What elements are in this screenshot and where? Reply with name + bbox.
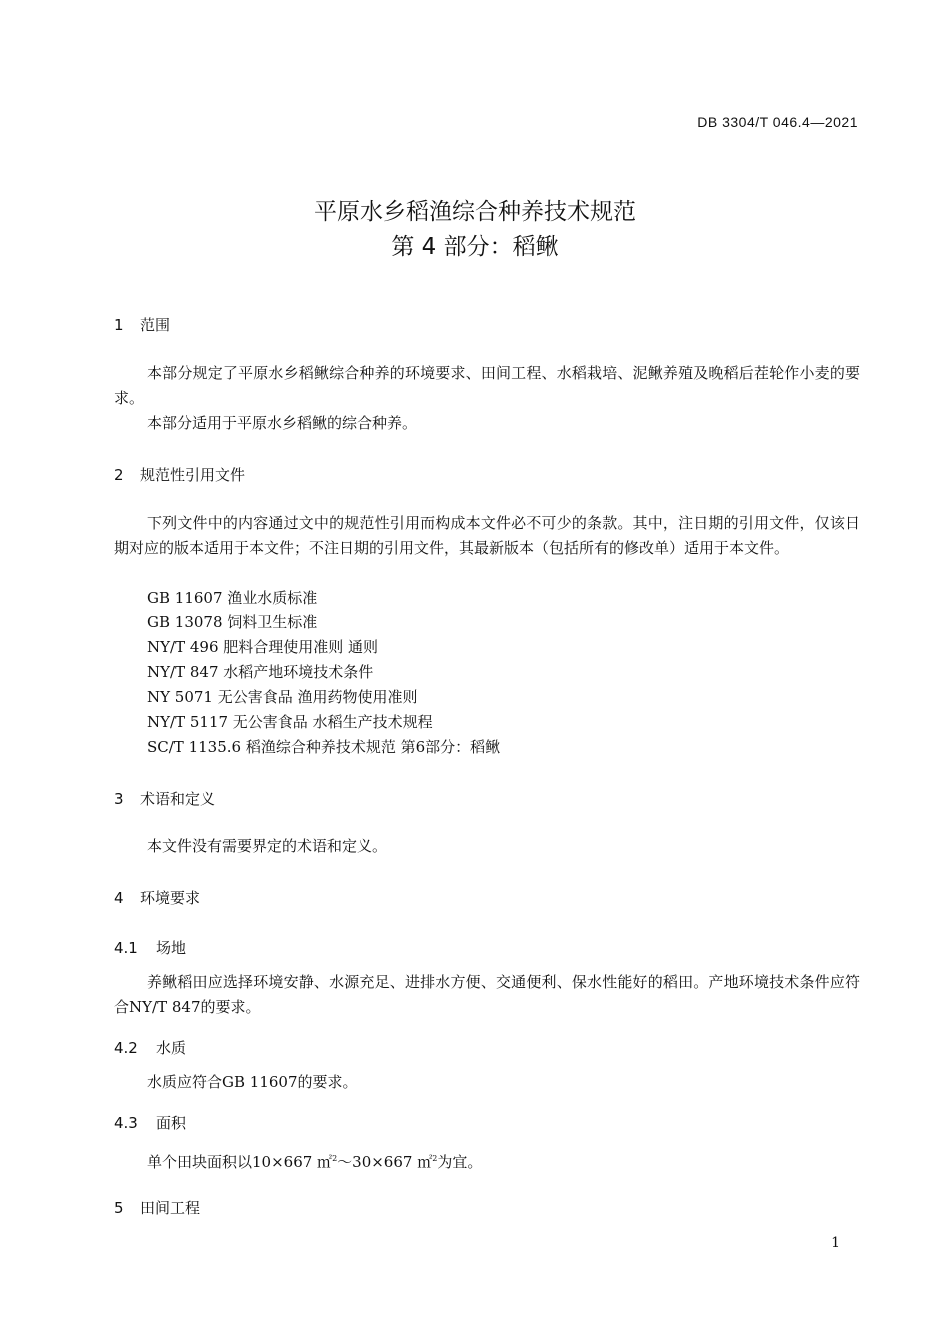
document-subtitle: 第 4 部分：稻鳅 [391,234,559,260]
section-3-paragraph-1: 本文件没有需要界定的术语和定义。 [147,837,388,855]
reference-item: NY/T 5117 无公害食品 水稻生产技术规程 [147,713,433,731]
section-title: 环境要求 [140,889,201,907]
subsection-4-2-paragraph: 水质应符合GB 11607的要求。 [147,1073,358,1091]
section-1-heading [114,314,170,335]
section-4-heading [114,887,200,908]
subsection-4-3-paragraph [114,1146,860,1175]
reference-item: GB 11607 渔业水质标准 [147,589,318,607]
superscript: 2 [332,1154,338,1163]
section-2-paragraph-1: 下列文件中的内容通过文中的规范性引用而构成本文件必不可少的条款。其中，注日期的引用文件，仅该日期对应的版本适用于本文件；不注日期的引用文件，其最新版本（包括所有的修改单）适用于本文件。 [114,514,860,557]
section-3-heading [114,788,215,809]
subsection-title: 面积 [156,1114,187,1132]
section-number: 5 [114,1199,124,1217]
reference-item: NY 5071 无公害食品 渔用药物使用准则 [147,688,418,706]
section-title: 术语和定义 [140,790,216,808]
reference-item: SC/T 1135.6 稻渔综合种养技术规范 第6部分：稻鳅 [147,738,501,756]
section-5-heading [114,1197,200,1218]
section-number: 4 [114,889,124,907]
reference-item: NY/T 496 肥料合理使用准则 通则 [147,638,379,656]
section-title: 规范性引用文件 [140,466,246,484]
area-text-part-2: ～30×667 ㎡ [337,1153,433,1171]
subsection-number: 4.1 [114,939,138,957]
subsection-4-1-heading [114,937,186,958]
reference-item: NY/T 847 水稻产地环境技术条件 [147,663,374,681]
subsection-title: 水质 [156,1039,187,1057]
area-text-part-3: 为宜。 [437,1153,483,1171]
page-number: 1 [831,1235,840,1251]
subsection-4-1-paragraph: 养鳅稻田应选择环境安静、水源充足、进排水方便、交通便利、保水性能好的稻田。产地环境技术条件应符合NY/T 847的要求。 [114,973,860,1016]
section-1-paragraph-2: 本部分适用于平原水乡稻鳅的综合种养。 [147,414,418,432]
subsection-title: 场地 [156,939,187,957]
subsection-number: 4.2 [114,1039,138,1057]
subsection-4-3-heading [114,1112,186,1133]
subsection-number: 4.3 [114,1114,138,1132]
section-2-heading [114,464,245,485]
area-text-part-1: 单个田块面积以10×667 ㎡ [147,1153,333,1171]
section-title: 田间工程 [140,1199,201,1217]
section-number: 1 [114,316,124,334]
section-title: 范围 [140,316,171,334]
section-number: 3 [114,790,124,808]
superscript: 2 [432,1154,438,1163]
section-number: 2 [114,466,124,484]
section-1-paragraph-1: 本部分规定了平原水乡稻鳅综合种养的环境要求、田间工程、水稻栽培、泥鳅养殖及晚稻后茬轮作小麦的要求。 [114,364,860,407]
document-code: DB 3304/T 046.4—2021 [697,114,858,130]
reference-item: GB 13078 饲料卫生标准 [147,613,318,631]
document-title: 平原水乡稻渔综合种养技术规范 [314,199,636,225]
subsection-4-2-heading [114,1037,186,1058]
